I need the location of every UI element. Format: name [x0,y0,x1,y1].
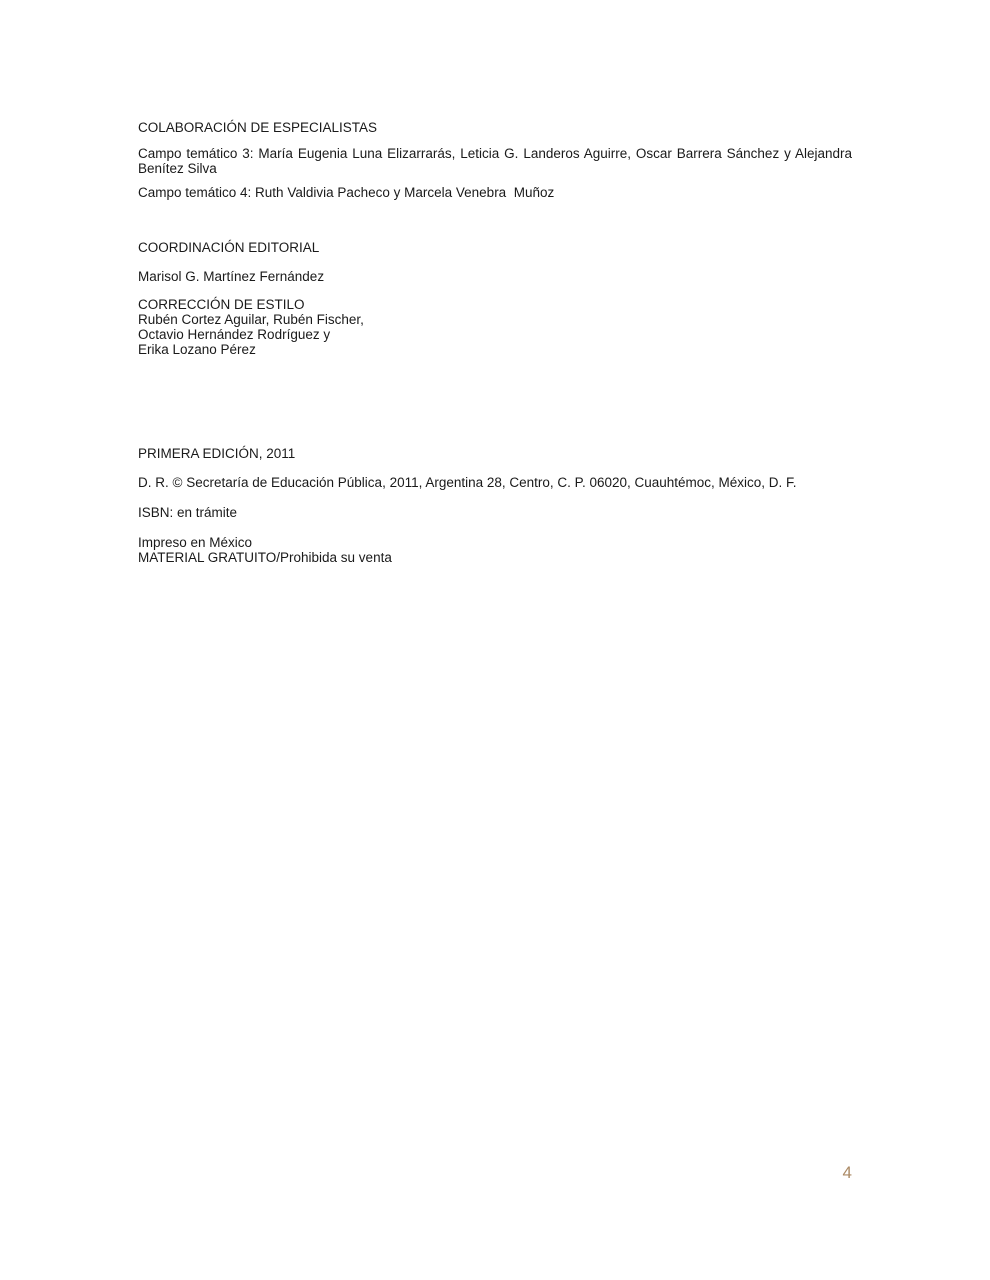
primera-edicion-line: PRIMERA EDICIÓN, 2011 [138,446,296,461]
correccion-block [138,297,852,357]
isbn-line: ISBN: en trámite [138,505,238,520]
impreso-line: Impreso en México [138,535,253,550]
correccion-line: Erika Lozano Pérez [138,342,256,357]
especialistas-heading: COLABORACIÓN DE ESPECIALISTAS [138,120,378,135]
material-gratuito-line: MATERIAL GRATUITO/Prohibida su venta [138,550,392,565]
campo-tematico-4-paragraph: Campo temático 4: Ruth Valdivia Pacheco y Marcela Venebra Muñoz [138,185,555,200]
campo-tematico-3-line1: Campo temático 3: María Eugenia Luna Elizarrarás, Leticia G. Landeros Aguirre, Oscar Barrera Sánchez y Alejandra [138,146,852,161]
correccion-heading: CORRECCIÓN DE ESTILO [138,297,305,312]
coordinacion-heading: COORDINACIÓN EDITORIAL [138,240,320,255]
campo-tematico-3-line2: Benítez Silva [138,161,217,176]
correccion-line: Rubén Cortez Aguilar, Rubén Fischer, [138,312,364,327]
correccion-line: Octavio Hernández Rodríguez y [138,327,331,342]
campo-tematico-3-paragraph [138,146,852,176]
coordinacion-name: Marisol G. Martínez Fernández [138,269,325,284]
impreso-block [138,535,852,565]
derechos-line: D. R. © Secretaría de Educación Pública, 2011, Argentina 28, Centro, C. P. 06020, Cuauhtémoc, México, D. F. [138,475,797,490]
page-number: 4 [842,1163,852,1182]
